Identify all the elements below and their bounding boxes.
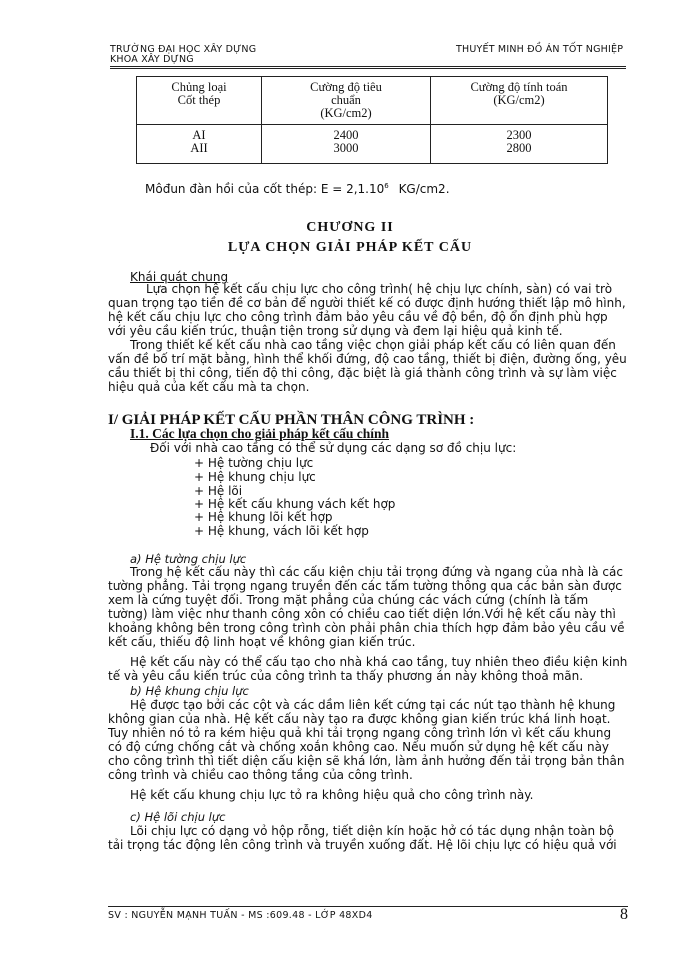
part-b-paragraph-2: Hệ kết cấu khung chịu lực tỏ ra không hiệu quả cho công trình này. (130, 788, 534, 802)
header-text: Cường độ tiêu (310, 80, 382, 94)
part-a-paragraph-1 (108, 565, 632, 649)
text-line: hiệu quả của kết cấu mà ta chọn. (108, 380, 310, 394)
section-lead: Đối với nhà cao tầng có thể sử dụng các dạng sơ đồ chịu lực: (150, 441, 517, 455)
standard-strength: 2400 (333, 128, 359, 142)
chapter-title: LỰA CHỌN GIẢI PHÁP KẾT CẤU (227, 240, 473, 255)
text-line: tường phẳng. Tải trọng ngang truyền đến các tấm tường thông qua các bản sàn được (108, 579, 622, 593)
modulus-exponent: 6 (384, 182, 389, 190)
text-line: xem là cứng tuyệt đối. Trong mặt phẳng của chúng các vách cứng (chính là tấm (108, 593, 589, 607)
table-cell (137, 125, 262, 164)
part-a-paragraph-2 (108, 655, 632, 683)
list-item: + Hệ khung, vách lõi kết hợp (194, 524, 369, 538)
header-text: (KG/cm2) (493, 93, 545, 107)
text-line: vấn đề bố trí mặt bằng, hình thể khối đứng, độ cao tầng, thiết bị điện, đường ống, yêu (108, 352, 627, 366)
header-school: TRƯỜNG ĐẠI HỌC XÂY DỰNG (110, 44, 257, 55)
steel-type: AI (192, 128, 206, 142)
text-line: Hệ kết cấu này có thể cấu tạo cho nhà khá cao tầng, tuy nhiên theo điều kiện kinh (130, 655, 628, 669)
text-line: Hệ được tạo bởi các cột và các dầm liên kết cứng tại các nút tạo thành hệ khung (130, 698, 616, 712)
part-c-paragraph-1 (108, 824, 632, 852)
text-line: Lựa chọn hệ kết cấu chịu lực cho công trình( hệ chịu lực chính, sàn) có vai trò (146, 282, 613, 296)
text-line: kết cấu, thiếu độ linh hoạt về không gian kiến trúc. (108, 635, 416, 649)
modulus-unit: KG/cm2. (398, 182, 450, 196)
section-title: I/ GIẢI PHÁP KẾT CẤU PHẦN THÂN CÔNG TRÌNH : (108, 412, 475, 428)
part-a-heading: a) Hệ tường chịu lực (130, 552, 247, 566)
text-line: quan trọng tạo tiền đề cơ bản để người thiết kế có được định hướng thiết lập mô hình, (108, 296, 626, 310)
text-line: hệ kết cấu chịu lực cho công trình đảm bảo yêu cầu về độ bền, độ ổn định phù hợp (108, 310, 608, 324)
text-line: cho công trình thì tiết diện cấu kiện sẽ khá lớn, làm ảnh hưởng đến tải trọng bản thân (108, 754, 625, 768)
section-subtitle: I.1. Các lựa chọn cho giải pháp kết cấu chính (130, 426, 390, 441)
table-header-row (137, 77, 608, 125)
chapter-number: CHƯƠNG II (306, 220, 394, 235)
text-line: tường) làm việc như thanh công xôn có chiều cao tiết diện lớn.Với hệ kết cấu này thì (108, 607, 616, 621)
modulus-line (145, 182, 450, 196)
header-faculty: KHOA XÂY DỰNG (110, 54, 194, 65)
text-line: tế và yêu cầu kiến trúc của công trình ta thấy phương án này không thoả mãn. (108, 669, 584, 683)
list-item: + Hệ khung lõi kết hợp (194, 510, 333, 524)
list-item: + Hệ khung chịu lực (194, 470, 316, 484)
steel-strength-table (136, 76, 608, 164)
text-line: Trong hệ kết cấu này thì các cấu kiện chịu tải trọng đứng và ngang của nhà là các (130, 565, 623, 579)
table-cell (262, 125, 431, 164)
intro-heading: Khái quát chung (130, 270, 229, 284)
list-item: + Hệ tường chịu lực (194, 456, 314, 470)
text-line: tải trọng tác động lên công trình và truyền xuống đất. Hệ lõi chịu lực có hiệu quả với (108, 838, 617, 852)
text-line: có độ cứng chống cắt và chống xoắn không cao. Nếu muốn sử dụng hệ kết cấu này (108, 740, 610, 754)
header-text: (KG/cm2) (320, 106, 372, 120)
modulus-text: Môđun đàn hồi của cốt thép: E = 2,1.10 (145, 182, 385, 196)
text-line: Trong thiết kế kết cấu nhà cao tầng việc chọn giải pháp kết cấu có liên quan đến (130, 338, 616, 352)
header-text: Cốt thép (177, 93, 221, 107)
text-line: công trình và chiều cao thông tầng của công trình. (108, 768, 413, 782)
part-b-paragraph-1 (108, 698, 632, 782)
steel-type: AII (190, 141, 208, 155)
standard-strength: 3000 (333, 141, 359, 155)
text-line: khoảng không bên trong công trình còn phải phân chia thích hợp đảm bảo yêu cầu về (108, 621, 625, 635)
text-line: Lõi chịu lực có dạng vỏ hộp rỗng, tiết diện kín hoặc hở có tác dụng nhận toàn bộ (130, 824, 614, 838)
table-row (137, 125, 608, 164)
intro-paragraph-2 (108, 338, 628, 394)
header-rule (110, 66, 626, 69)
text-line: không gian của nhà. Hệ kết cấu này tạo ra được không gian kiến trúc khá linh hoạt. (108, 712, 611, 726)
list-item: + Hệ kết cấu khung vách kết hợp (194, 497, 396, 511)
header-text: Cường độ tính toán (470, 80, 568, 94)
part-b-heading: b) Hệ khung chịu lực (130, 684, 249, 698)
header-document-title: THUYẾT MINH ĐỒ ÁN TỐT NGHIỆP (456, 44, 624, 55)
text-line: cầu thiết bị thi công, tiến độ thi công, đặc biệt là giá thành công trình và sự làm việc (108, 366, 617, 380)
table-cell (431, 125, 608, 164)
page-number: 8 (620, 906, 628, 923)
text-line: Tuy nhiên nó tỏ ra kém hiệu quả khi tải trọng ngang công trình lớn vì kết cấu khung (108, 726, 612, 740)
table-header-cell (431, 77, 608, 125)
footer-student-info: SV : NGUYỄN MẠNH TUẤN - MS :609.48 - LỚP 48XD4 (108, 910, 373, 921)
intro-paragraph-1 (108, 282, 628, 338)
table-header-cell (137, 77, 262, 125)
header-text: Chủng loại (171, 80, 227, 94)
footer-rule (108, 906, 628, 907)
header-text: chuẩn (331, 93, 361, 107)
design-strength: 2300 (506, 128, 532, 142)
text-line: với yêu cầu kiến trúc, thuận tiện trong sử dụng và đem lại hiệu quả kinh tế. (108, 324, 563, 338)
part-c-heading: c) Hệ lõi chịu lực (130, 810, 226, 824)
table-header-cell (262, 77, 431, 125)
design-strength: 2800 (506, 141, 532, 155)
list-item: + Hệ lõi (194, 484, 243, 498)
